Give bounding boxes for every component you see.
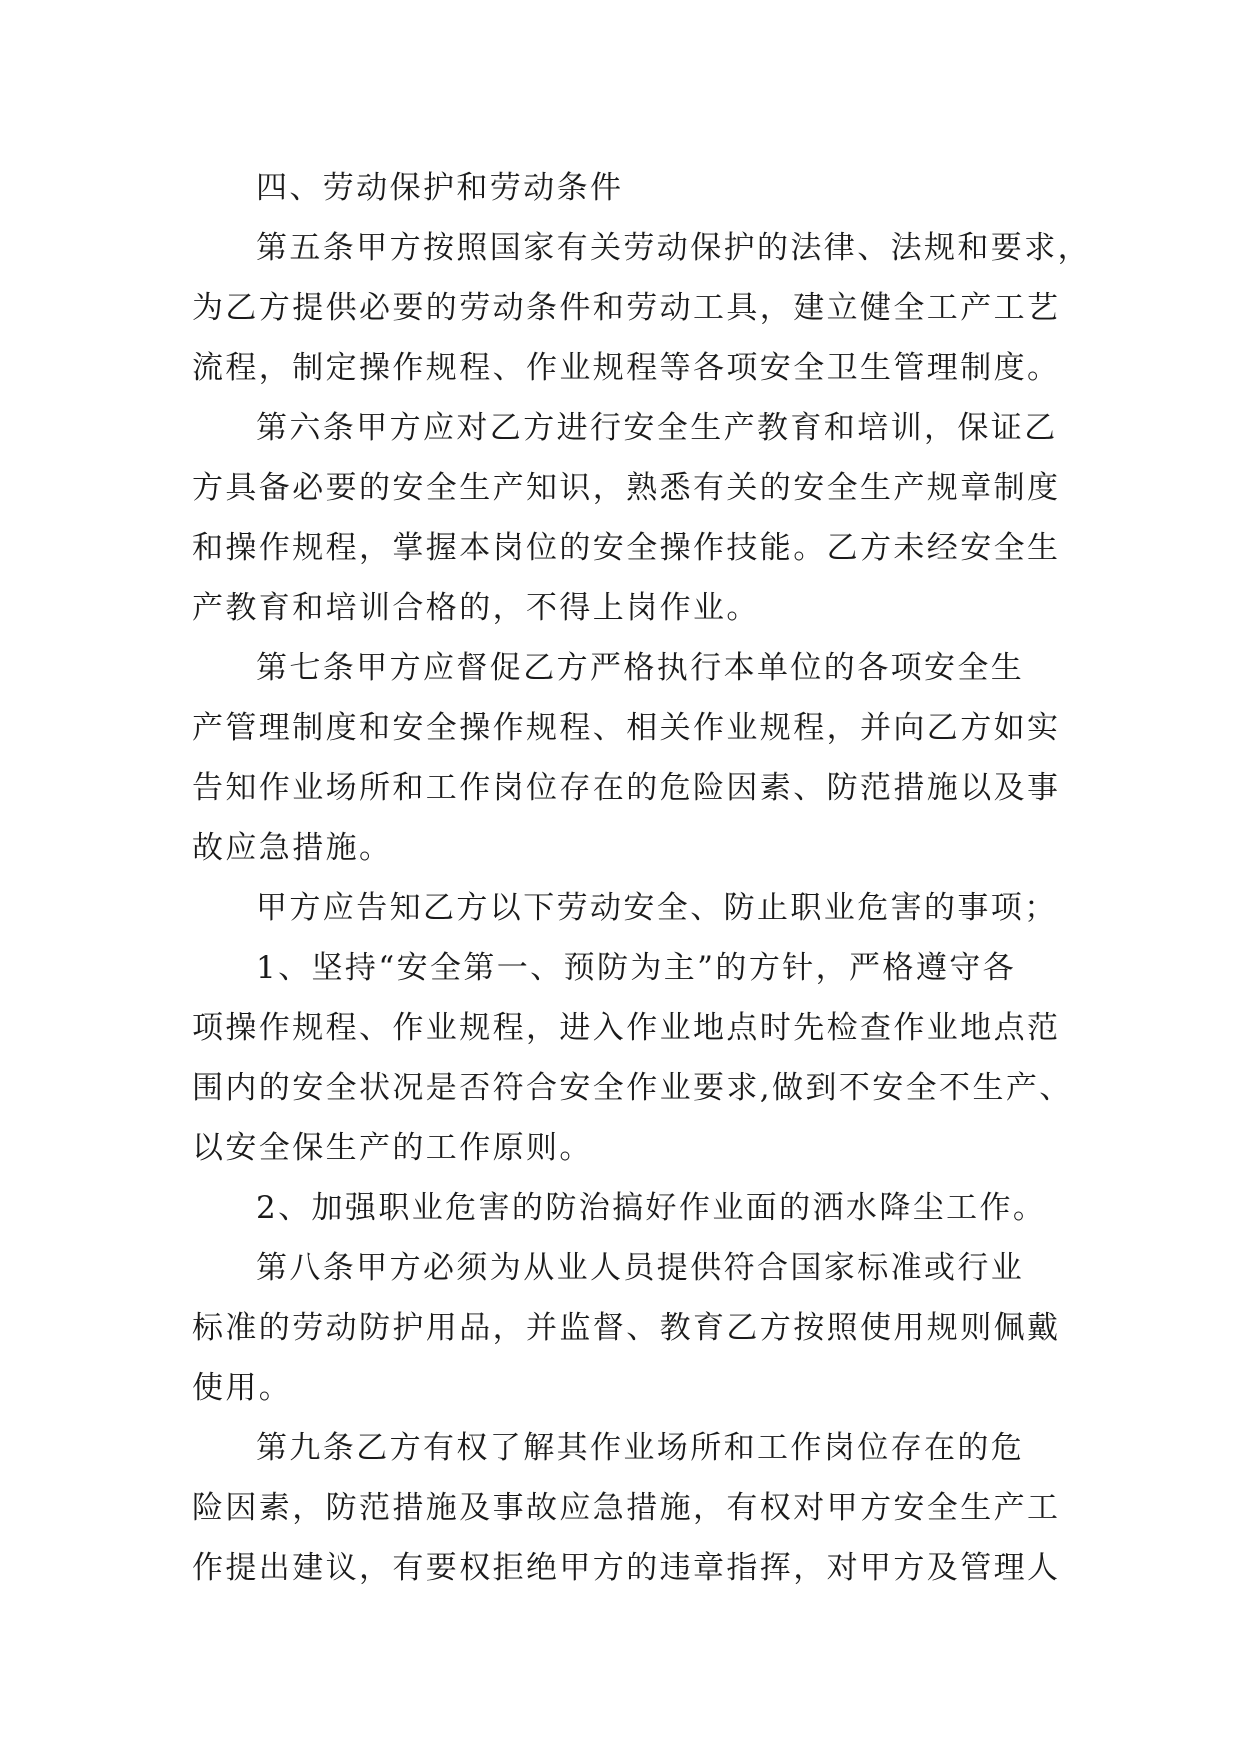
paragraph-line: 使用。 (192, 1370, 293, 1406)
list-item-line: 围内的安全状况是否符合安全作业要求,做到不安全不生产、 (192, 1070, 1073, 1106)
paragraph-line: 为乙方提供必要的劳动条件和劳动工具，建立健全工产工艺 (192, 290, 1061, 326)
list-item-line: 2、加强职业危害的防治搞好作业面的洒水降尘工作。 (256, 1190, 1047, 1226)
paragraph-line: 第六条甲方应对乙方进行安全生产教育和培训，保证乙 (256, 410, 1058, 446)
paragraph-line: 故应急措施。 (192, 830, 393, 866)
paragraph-line: 方具备必要的安全生产知识，熟悉有关的安全生产规章制度 (192, 470, 1061, 506)
paragraph-line: 流程，制定操作规程、作业规程等各项安全卫生管理制度。 (192, 350, 1061, 386)
paragraph-line: 标准的劳动防护用品，并监督、教育乙方按照使用规则佩戴 (192, 1310, 1061, 1346)
paragraph-line: 第八条甲方必须为从业人员提供符合国家标准或行业 (256, 1250, 1025, 1286)
paragraph-line: 告知作业场所和工作岗位存在的危险因素、防范措施以及事 (192, 770, 1061, 806)
paragraph-line: 产教育和培训合格的，不得上岗作业。 (192, 590, 760, 626)
paragraph-line: 第九条乙方有权了解其作业场所和工作岗位存在的危 (256, 1430, 1025, 1466)
paragraph-line: 第五条甲方按照国家有关劳动保护的法律、法规和要求， (256, 230, 1091, 266)
paragraph-line: 作提出建议，有要权拒绝甲方的违章指挥，对甲方及管理人 (192, 1550, 1061, 1586)
section-heading: 四、劳动保护和劳动条件 (256, 170, 624, 206)
paragraph-line: 险因素，防范措施及事故应急措施，有权对甲方安全生产工 (192, 1490, 1061, 1526)
list-item-line: 以安全保生产的工作原则。 (192, 1130, 593, 1166)
list-item-line: 项操作规程、作业规程，进入作业地点时先检查作业地点范 (192, 1010, 1061, 1046)
paragraph-line: 第七条甲方应督促乙方严格执行本单位的各项安全生 (256, 650, 1025, 686)
paragraph-line: 和操作规程，掌握本岗位的安全操作技能。乙方未经安全生 (192, 530, 1061, 566)
list-item-line: 1、坚持“安全第一、预防为主”的方针，严格遵守各 (256, 950, 1017, 986)
paragraph-line: 产管理制度和安全操作规程、相关作业规程，并向乙方如实 (192, 710, 1061, 746)
paragraph-line: 甲方应告知乙方以下劳动安全、防止职业危害的事项； (256, 890, 1058, 926)
document-body (192, 158, 1091, 1598)
